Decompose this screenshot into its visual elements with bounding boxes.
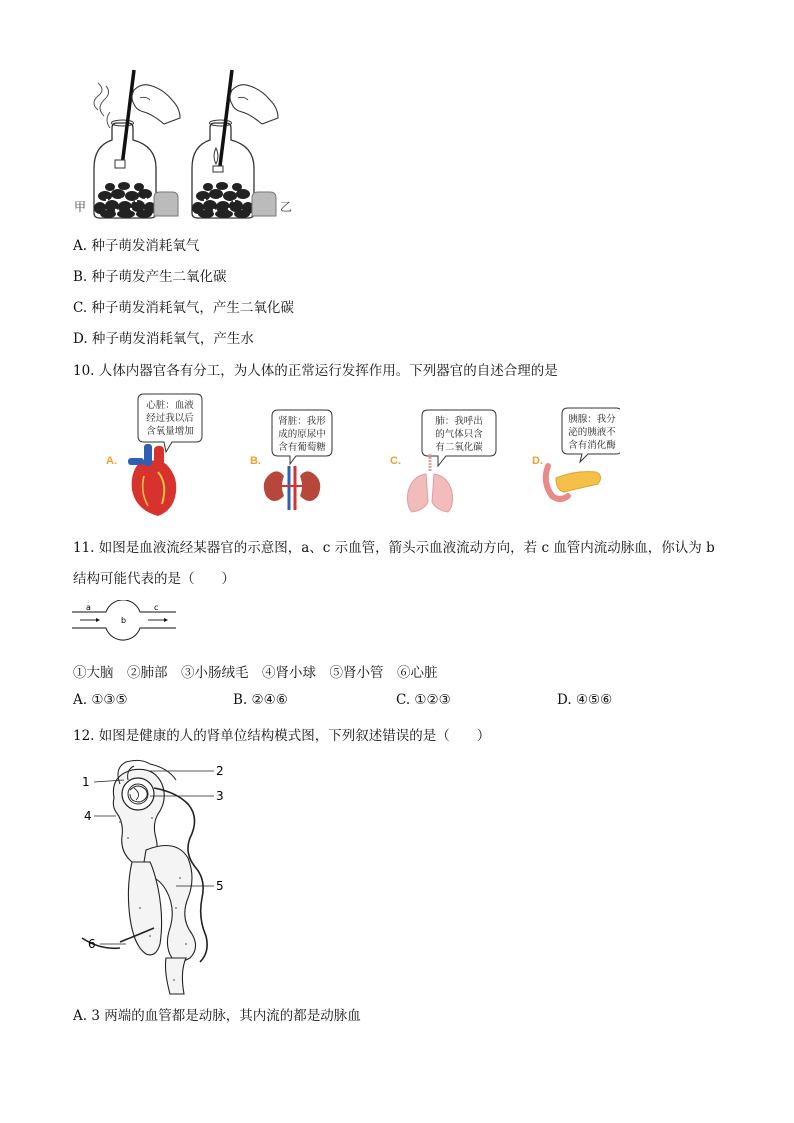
nephron-label-3: 3 — [216, 789, 224, 803]
q9-option-a[interactable]: A. 种子萌发消耗氧气 — [73, 238, 200, 254]
nephron-label-2: 2 — [216, 764, 224, 778]
q9-option-b[interactable]: B. 种子萌发产生二氧化碳 — [73, 269, 227, 285]
bubble-c-line-2: 的气体只含 — [435, 429, 483, 440]
q11-choices: ①大脑 ②肺部 ③小肠绒毛 ④肾小球 ⑤肾小管 ⑥心脏 — [73, 665, 438, 681]
bubble-a-line-3: 含氧量增加 — [146, 426, 194, 437]
q11-option-d[interactable]: D. ④⑤⑥ — [557, 692, 613, 708]
vessel-label-a: a — [86, 603, 91, 612]
q11-option-b[interactable]: B. ②④⑥ — [233, 692, 288, 708]
bubble-d-line-3: 含有消化酶 — [568, 440, 616, 451]
organ-item-c — [390, 410, 496, 512]
bubble-a-line-1: 心脏：血液 — [146, 400, 194, 411]
lungs-icon — [408, 454, 453, 512]
flow-arrow-right-icon — [148, 618, 168, 622]
q10-stem: 10. 人体内器官各有分工，为人体的正常运行发挥作用。下列器官的自述合理的是 — [73, 363, 558, 379]
q11-stem-line-2: 结构可能代表的是（ ） — [73, 571, 235, 587]
organ-item-a — [106, 394, 202, 516]
bubble-d-line-2: 泌的胰液不 — [568, 427, 616, 438]
blood-flow-diagram — [70, 600, 180, 644]
item-letter-b: B. — [250, 455, 261, 467]
vessel-label-c: c — [154, 603, 159, 612]
flow-arrow-left-icon — [80, 618, 100, 622]
bubble-a-line-2: 经过我以后 — [146, 413, 194, 424]
figure-label-jia: 甲 — [74, 200, 87, 214]
q11-stem-line-1: 11. 如图是血液流经某器官的示意图，a、c 示血管，箭头示血液流动方向，若 c 血管内流动脉血，你认为 b — [73, 540, 715, 556]
heart-icon — [128, 444, 176, 516]
kidney-icon — [264, 466, 321, 510]
organ-statements-figure — [100, 392, 620, 520]
structure-label-b: b — [121, 616, 127, 625]
q12-stem: 12. 如图是健康的人的肾单位结构模式图，下列叙述错误的是（ ） — [73, 728, 491, 744]
item-letter-a: A. — [106, 455, 117, 467]
q9-option-c[interactable]: C. 种子萌发消耗氧气，产生二氧化碳 — [73, 300, 294, 316]
organ-item-b — [250, 410, 332, 510]
bubble-b-line-2: 成的原尿中 — [278, 429, 326, 440]
item-letter-c: C. — [390, 455, 401, 467]
q9-option-d[interactable]: D. 种子萌发消耗氧气，产生水 — [73, 331, 254, 347]
figure-label-yi: 乙 — [280, 200, 293, 214]
nephron-label-1: 1 — [82, 775, 90, 789]
bubble-c-line-3: 有二氧化碳 — [435, 442, 483, 453]
bubble-b-line-1: 肾脏：我形 — [278, 416, 326, 427]
bubble-d-line-1: 胰腺：我分 — [568, 414, 616, 425]
bubble-c-line-1: 肺：我呼出 — [435, 416, 483, 427]
item-letter-d: D. — [532, 455, 543, 467]
nephron-label-5: 5 — [216, 879, 224, 893]
nephron-diagram — [80, 758, 240, 996]
jar-jia — [94, 70, 180, 218]
q11-option-a[interactable]: A. ①③⑤ — [73, 692, 128, 708]
nephron-label-4: 4 — [84, 809, 92, 823]
pancreas-icon — [546, 466, 601, 499]
q12-option-a[interactable]: A. 3 两端的血管都是动脉，其内流的都是动脉血 — [73, 1008, 361, 1024]
seed-jar-experiment-figure — [60, 68, 300, 220]
nephron-label-6: 6 — [88, 937, 96, 951]
q11-option-c[interactable]: C. ①②③ — [396, 692, 451, 708]
jar-yi — [192, 70, 278, 218]
organ-item-d — [532, 408, 620, 499]
bubble-b-line-3: 含有葡萄糖 — [278, 442, 326, 453]
